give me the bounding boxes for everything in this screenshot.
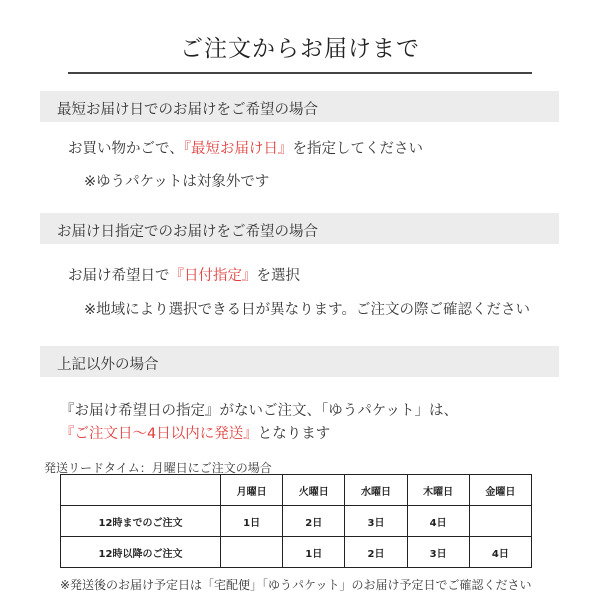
table-header-cell xyxy=(61,475,221,506)
title-divider xyxy=(68,72,532,74)
section3-line2 xyxy=(60,422,330,443)
table-row-label: 12時以降のご注文 xyxy=(61,537,221,568)
highlight-ship-within-4-days: 『ご注文日～4日以内に発送』 xyxy=(60,426,258,442)
section2-instruction xyxy=(68,264,300,285)
section-heading-label: 上記以外の場合 xyxy=(57,357,159,373)
table-header-cell: 木曜日 xyxy=(407,475,469,506)
table-header-row xyxy=(61,475,532,506)
highlight-date-specify: 『日付指定』 xyxy=(169,268,257,284)
instruction-text: となります xyxy=(257,426,331,442)
table-header-cell: 金曜日 xyxy=(469,475,531,506)
instruction-text: お届け希望日で xyxy=(68,268,170,284)
instruction-text: お買い物かごで、 xyxy=(68,141,184,157)
table-cell: 3日 xyxy=(407,537,469,568)
table-header-cell: 火曜日 xyxy=(283,475,345,506)
section1-note: ※ゆうパケットは対象外です xyxy=(84,174,270,190)
footer-note: ※発送後のお届け予定日は「宅配便」「ゆうパケット」のお届け予定日でご確認ください xyxy=(60,578,532,592)
table-cell xyxy=(221,537,283,568)
lead-time-table xyxy=(60,474,532,568)
table-cell: 1日 xyxy=(221,506,283,537)
highlight-shortest-date: 『最短お届け日』 xyxy=(183,141,293,157)
table-cell: 2日 xyxy=(345,537,407,568)
section-heading-date-specified xyxy=(40,213,559,244)
table-cell: 4日 xyxy=(407,506,469,537)
table-cell xyxy=(469,506,531,537)
section3-line1: 『お届け希望日の指定』がないご注文、「ゆうパケット」は、 xyxy=(60,403,459,419)
table-cell: 4日 xyxy=(469,537,531,568)
section-heading-label: 最短お届け日でのお届けをご希望の場合 xyxy=(57,102,318,118)
lead-time-caption: 発送リードタイム：月曜日にご注文の場合 xyxy=(44,461,272,475)
section-heading-other xyxy=(40,346,559,377)
section-heading-shortest-delivery xyxy=(40,91,559,122)
section-heading-label: お届け日指定でのお届けをご希望の場合 xyxy=(57,224,318,240)
table-row xyxy=(61,506,532,537)
table-row-label: 12時までのご注文 xyxy=(61,506,221,537)
table-header-cell: 水曜日 xyxy=(345,475,407,506)
section1-instruction xyxy=(68,137,423,158)
section2-note: ※地域により選択できる日が異なります。ご注文の際ご確認ください xyxy=(84,302,530,318)
table-cell: 1日 xyxy=(283,537,345,568)
table-cell: 2日 xyxy=(283,506,345,537)
instruction-text: を指定してください xyxy=(292,141,423,157)
table-header-cell: 月曜日 xyxy=(221,475,283,506)
table-row xyxy=(61,537,532,568)
page-title: ご注文からお届けまで xyxy=(180,36,420,62)
table-cell: 3日 xyxy=(345,506,407,537)
instruction-text: を選択 xyxy=(256,268,300,284)
